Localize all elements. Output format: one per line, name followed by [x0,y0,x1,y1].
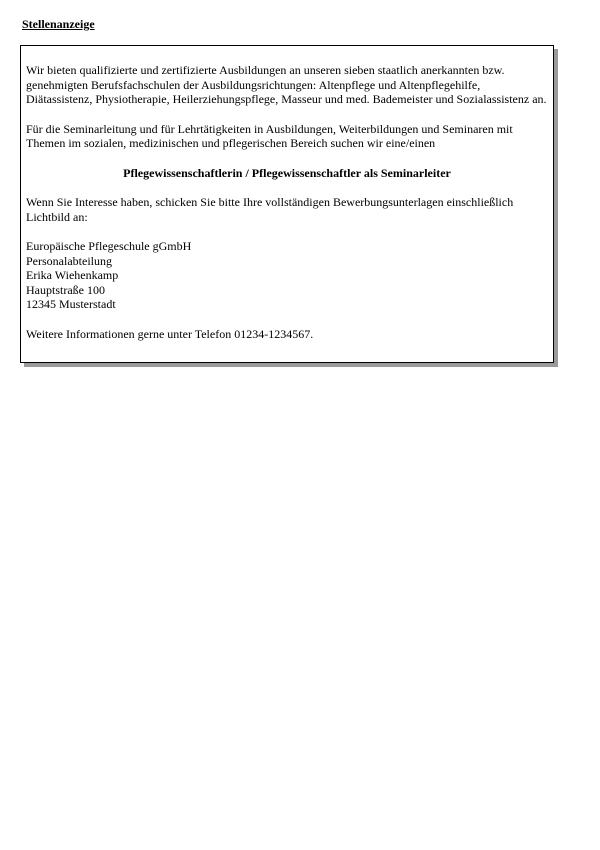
address-contact-person: Erika Wiehenkamp [26,268,119,282]
address-department: Personalabteilung [26,253,112,268]
contact-info: Weitere Informationen gerne unter Telefon 01234-1234567. [26,326,314,341]
page-title: Stellenanzeige [22,17,95,31]
search-paragraph: Für die Seminarleitung und für Lehrtätigkeiten in Ausbildungen, Weiterbildungen und Seminaren mit Themen im sozialen, medizinischen und pflegerischen Bereich suchen wir eine/einen [26,121,513,150]
address-street: Hauptstraße 100 [26,282,105,297]
application-paragraph: Wenn Sie Interesse haben, schicken Sie bitte Ihre vollständigen Bewerbungsunterlagen einschließlich Lichtbild an: [26,195,514,224]
address-city: 12345 Musterstadt [26,297,116,311]
job-ad-box [20,45,554,363]
intro-paragraph: Wir bieten qualifizierte und zertifizierte Ausbildungen an unseren sieben staatlich anerkannten bzw. genehmigten Berufsfachschulen der Ausbildungsrichtungen: Altenpflege und Altenpflegehilfe, Diätassistenz, Physiotherapie, Heilerziehungspflege, Masseur und med. Bademeister und Sozialassistenz an. [26,63,547,106]
address-block [26,239,548,312]
address-organization: Europäische Pflegeschule gGmbH [26,239,192,253]
position-headline: Pflegewissenschaftlerin / Pflegewissenschaftler als Seminarleiter [123,165,451,180]
